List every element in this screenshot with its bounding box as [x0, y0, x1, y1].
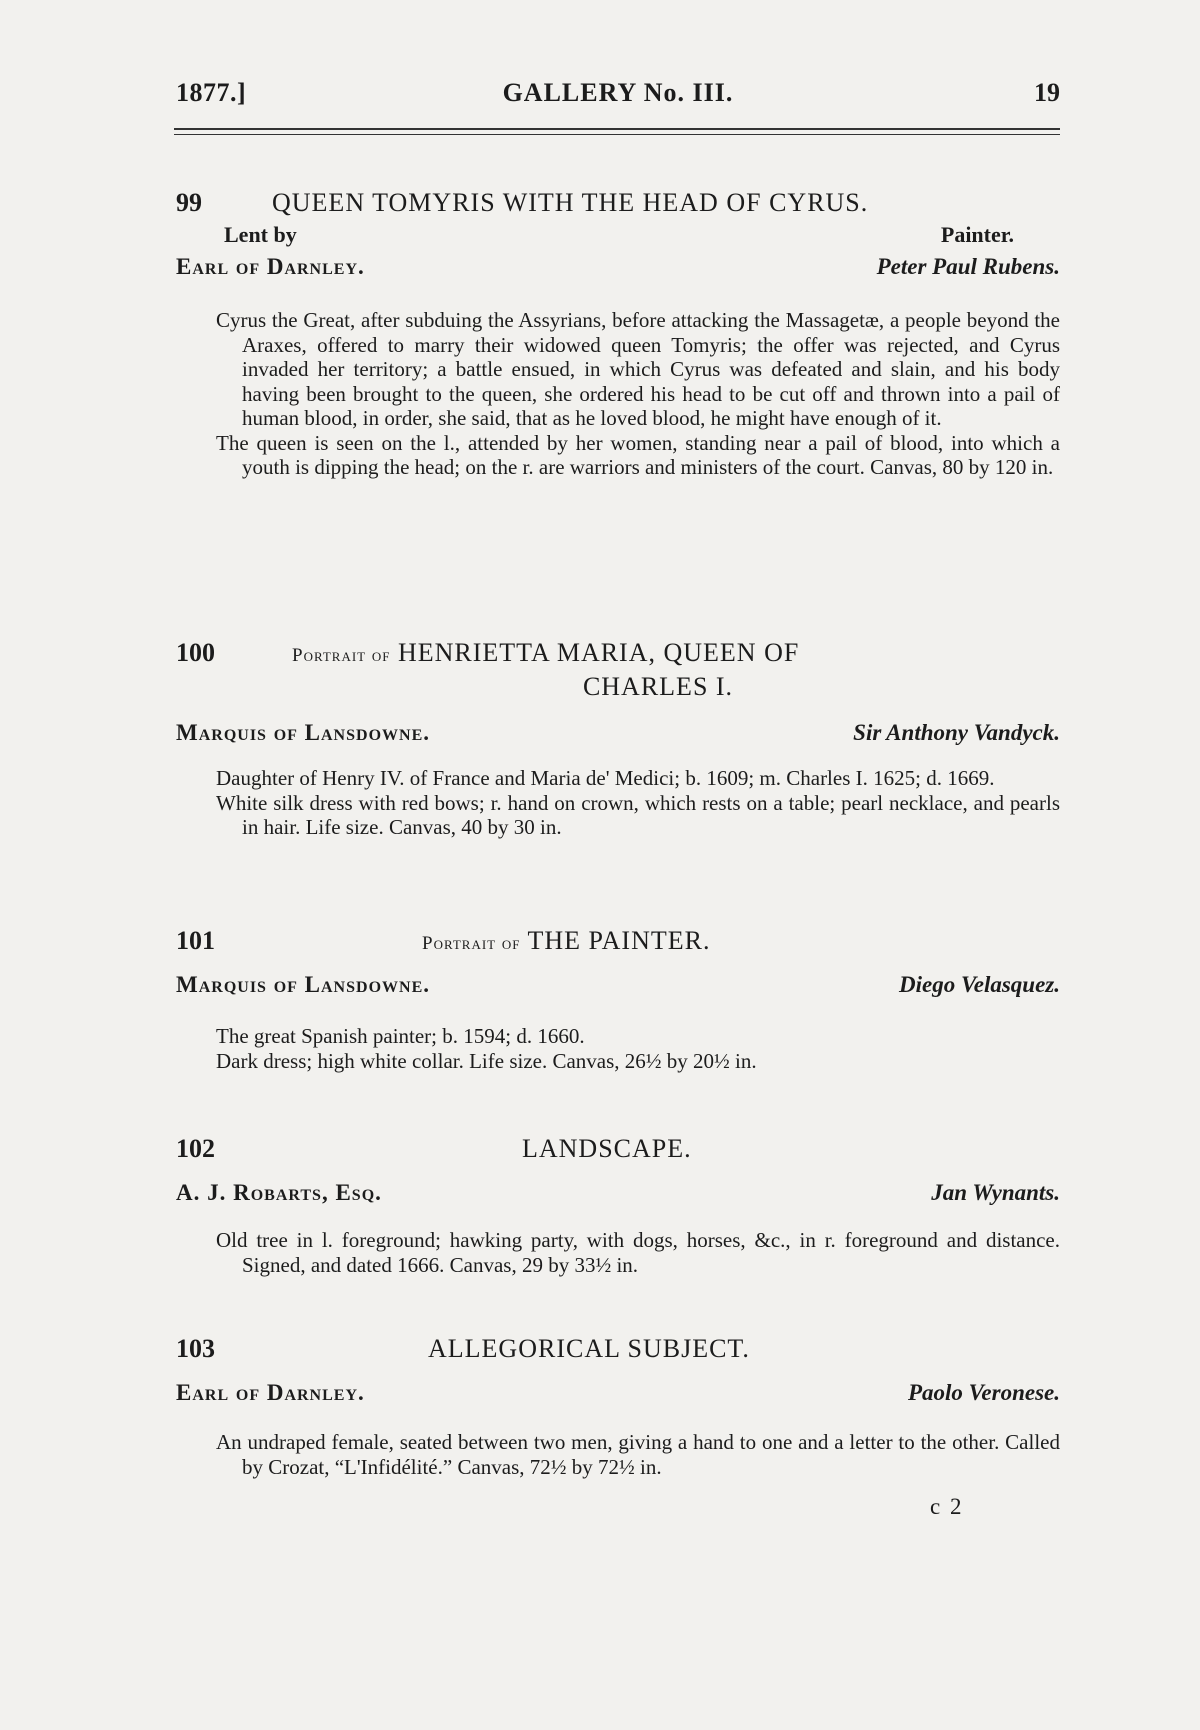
- entry-number: 102: [176, 1134, 215, 1163]
- entry-description: [216, 766, 1060, 840]
- title-prefix: Portrait of: [422, 933, 521, 954]
- entry-title: LANDSCAPE.: [522, 1134, 692, 1163]
- signature-mark: c 2: [930, 1494, 964, 1519]
- entry-title: ALLEGORICAL SUBJECT.: [428, 1334, 750, 1363]
- entry-description: [216, 1430, 1060, 1479]
- title-main: THE PAINTER.: [527, 926, 711, 955]
- owner-name: Earl of Darnley.: [176, 1380, 365, 1405]
- painter-name: Paolo Veronese.: [907, 1380, 1060, 1405]
- catalogue-entry-99: [176, 188, 1060, 480]
- page-number: 19: [1034, 78, 1060, 107]
- description-paragraph: Old tree in l. foreground; hawking party, with dogs, horses, &c., in r. foreground and distance. Signed, and dated 1666. Canvas, 29 by 33½ in.: [216, 1228, 1060, 1277]
- entry-number: 101: [176, 926, 215, 955]
- description-paragraph: Cyrus the Great, after subduing the Assyrians, before attacking the Massagetæ, a people beyond the Araxes, offered to marry their widowed queen Tomyris; the offer was rejected, and Cyrus invaded her territory; a battle ensued, in which Cyrus was defeated and slain, and his body having been brought to the queen, she ordered his head to be cut off and thrown into a pail of human blood, in order, she said, that as he loved blood, he might have enough of it.: [216, 308, 1060, 430]
- entry-title-line2: CHARLES I.: [582, 672, 734, 701]
- entry-number: 99: [176, 188, 202, 217]
- owner-name: Marquis of Lansdowne.: [176, 720, 430, 745]
- painter-name: Sir Anthony Vandyck.: [853, 720, 1060, 745]
- description-paragraph: White silk dress with red bows; r. hand on crown, which rests on a table; pearl necklace, and pearls in hair. Life size. Canvas, 40 by 30 in.: [216, 790, 1060, 839]
- entry-description: [216, 308, 1060, 480]
- painter-label: Painter.: [940, 222, 1014, 247]
- catalogue-entry-101: [176, 926, 1060, 1073]
- title-main: HENRIETTA MARIA, QUEEN OF: [397, 638, 800, 667]
- catalogue-entry-103: [176, 1334, 1060, 1479]
- description-paragraph: Daughter of Henry IV. of France and Maria de' Medici; b. 1609; m. Charles I. 1625; d. 1669.: [216, 766, 995, 790]
- header-rule: [174, 128, 1060, 130]
- catalogue-entry-100: [176, 638, 1060, 840]
- running-header: [176, 78, 1060, 118]
- entry-title: QUEEN TOMYRIS WITH THE HEAD OF CYRUS.: [272, 188, 869, 217]
- header-title: GALLERY No. III.: [502, 78, 734, 107]
- entry-title: [422, 926, 710, 956]
- description-paragraph: The great Spanish painter; b. 1594; d. 1660.: [216, 1024, 585, 1048]
- entry-number: 100: [176, 638, 215, 667]
- description-paragraph: Dark dress; high white collar. Life size. Canvas, 26½ by 20½ in.: [216, 1048, 757, 1073]
- owner-name: Earl of Darnley.: [176, 254, 365, 279]
- entry-description: [216, 1024, 1060, 1073]
- description-paragraph: The queen is seen on the l., attended by her women, standing near a pail of blood, into which a youth is dipping the head; on the r. are warriors and ministers of the court. Canvas, 80 by 120 in.: [216, 430, 1060, 479]
- description-paragraph: An undraped female, seated between two men, giving a hand to one and a letter to the other. Called by Crozat, “L'Infidélité.” Canvas, 72½ by 72½ in.: [216, 1430, 1060, 1479]
- title-prefix: Portrait of: [292, 645, 391, 666]
- header-rule-thin: [174, 134, 1060, 135]
- header-year: 1877.]: [176, 78, 247, 107]
- lent-by-label: Lent by: [224, 222, 297, 247]
- owner-name: A. J. Robarts, Esq.: [176, 1180, 382, 1205]
- catalogue-entry-102: [176, 1134, 1060, 1277]
- entry-number: 103: [176, 1334, 215, 1363]
- owner-name: Marquis of Lansdowne.: [176, 972, 430, 997]
- entry-description: [216, 1228, 1060, 1277]
- painter-name: Peter Paul Rubens.: [876, 254, 1060, 279]
- entry-title: [292, 638, 799, 668]
- painter-name: Jan Wynants.: [931, 1180, 1060, 1205]
- painter-name: Diego Velasquez.: [899, 972, 1060, 997]
